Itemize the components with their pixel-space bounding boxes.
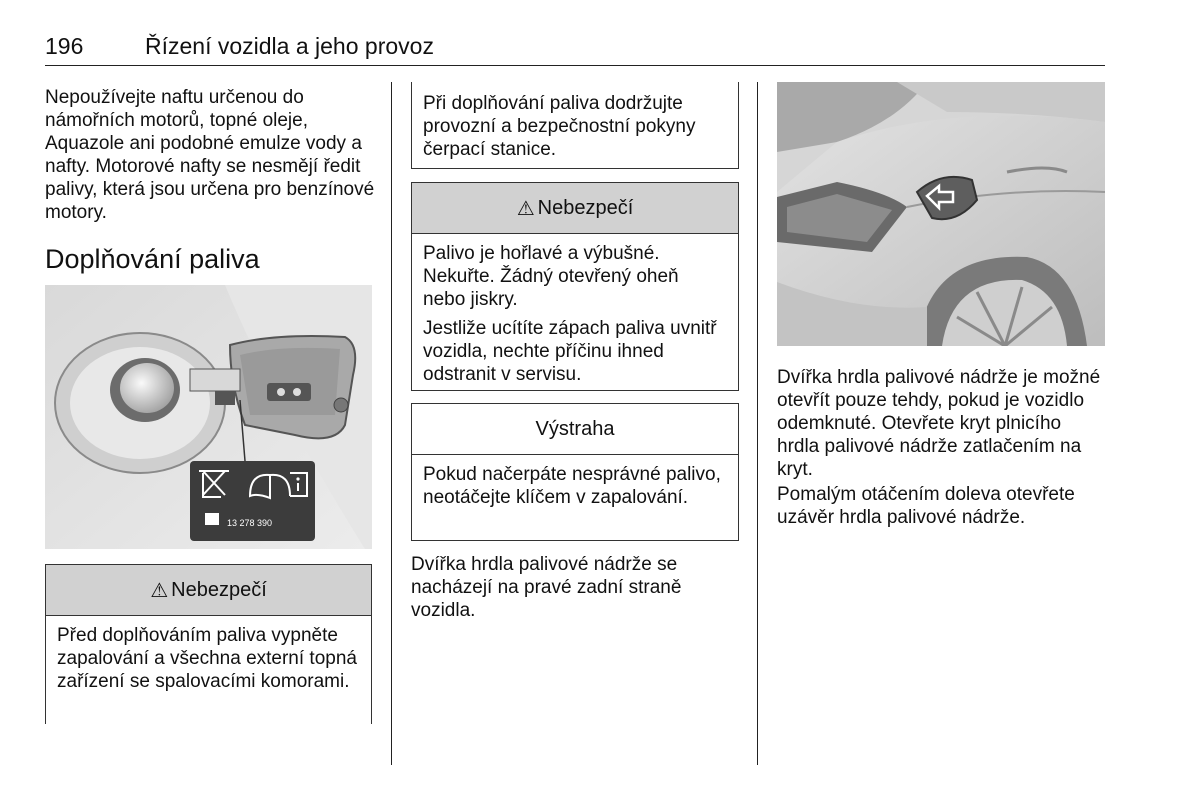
fuel-filler-figure: [45, 285, 372, 549]
danger-box-text: Před doplňováním paliva vypněte zapalování a všechna externí topná zařízení se spalovacími komorami.: [57, 625, 357, 692]
safety-instructions-text: Při doplňování paliva dodržujte provozní a bezpečnostní pokyny čerpací stanice.: [423, 93, 696, 160]
danger-box-title: Nebezpečí: [171, 578, 267, 601]
fuel-door-location-text: Dvířka hrdla palivové nádrže se nacházejí na pravé zadní straně vozidla.: [411, 554, 682, 621]
page-number: 196: [45, 33, 84, 59]
warning-box-text: Pokud načerpáte nesprávné palivo, neotáčejte klíčem v zapalování.: [423, 464, 721, 508]
fuel-door-open-text: Dvířka hrdla palivové nádrže je možné otevřít pouze tehdy, pokud je vozidlo odemknuté. Otevřete kryt plnicího hrdla palivové nádrže zatlačením na kryt.: [777, 367, 1101, 480]
danger-paragraph-1: Palivo je hořlavé a výbušné. Nekuřte. Žádný otevřený oheň nebo jiskry.: [423, 243, 679, 310]
figure-label-number: 13 278 390: [227, 518, 273, 528]
warning-box-header: [412, 404, 738, 455]
car-rear-figure: [777, 82, 1105, 346]
danger-box-header: [46, 564, 371, 616]
car-rear-illustration: [777, 82, 1105, 346]
danger-box-header: [412, 183, 738, 234]
fuel-cap-open-text: Pomalým otáčením doleva otevřete uzávěr hrdla palivové nádrže.: [777, 484, 1075, 528]
warning-box-title: Výstraha: [535, 417, 615, 440]
warning-box-wrong-fuel: [411, 403, 739, 541]
column-divider-2: [757, 82, 758, 765]
warning-triangle-icon: ⚠: [150, 579, 169, 602]
header-rule: [45, 65, 1105, 66]
safety-instructions-box: [411, 82, 739, 169]
danger-paragraph-2: Jestliže ucítíte zápach paliva uvnitř vozidla, nechte příčinu ihned odstranit v servisu.: [423, 318, 717, 385]
section-heading: Doplňování paliva: [45, 244, 260, 274]
fuel-filler-illustration: [45, 285, 372, 549]
intro-text: Nepoužívejte naftu určenou do námořních motorů, topné oleje, Aquazole ani podobné emulze vody a nafty. Motorové nafty se nesmějí ředit palivy, která jsou určena pro benzínové motory.: [45, 87, 375, 223]
danger-box-flammable: [411, 182, 739, 391]
warning-triangle-icon: ⚠: [516, 197, 535, 220]
danger-box-title: Nebezpečí: [537, 196, 634, 219]
danger-box-fueling: [45, 564, 372, 724]
chapter-title: Řízení vozidla a jeho provoz: [145, 33, 434, 59]
column-divider-1: [391, 82, 392, 765]
